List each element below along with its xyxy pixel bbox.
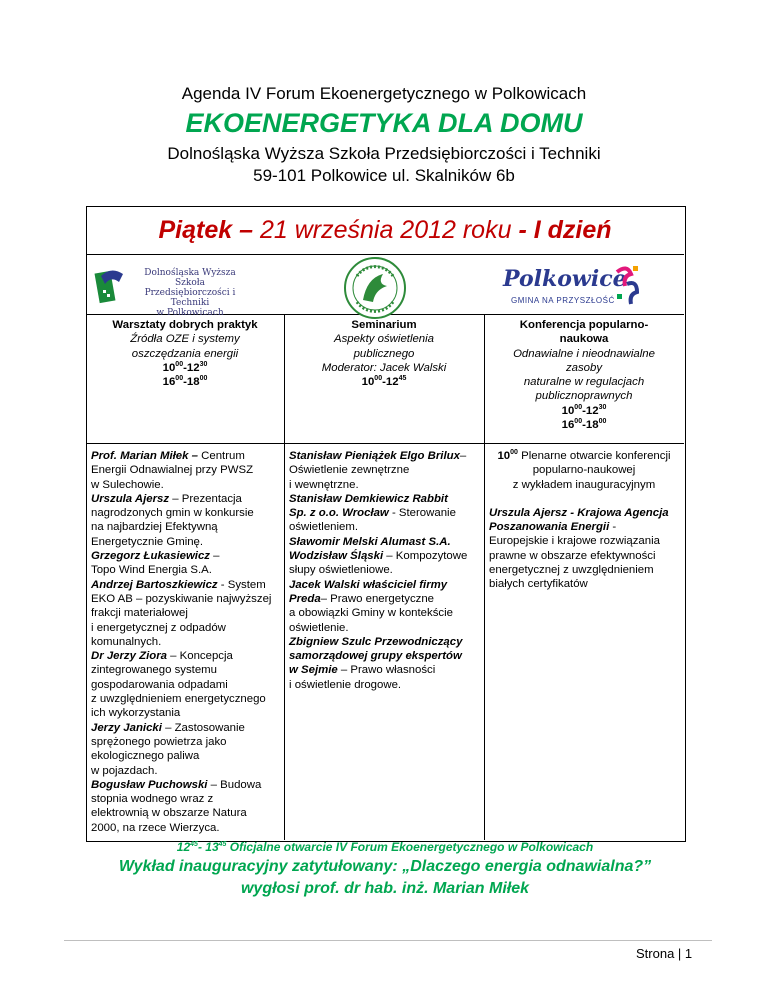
- speaker-entry: Bogusław Puchowski – Budowa stopnia wodnego wraz z elektrownią w obszarze Natura 2000, na rzece Wierzyca.: [91, 778, 262, 834]
- day-date: 21 września 2012 roku: [253, 216, 519, 244]
- agenda-heading: Agenda IV Forum Ekoenergetycznego w Polkowicach: [181, 84, 587, 103]
- workshops-time-1: $10^{00}-12^{30}$: [162, 360, 208, 374]
- workshops-subtitle-1: Źródła OZE i systemy: [130, 333, 240, 346]
- foundation-seal-icon: [343, 256, 407, 320]
- seminar-speakers: [289, 449, 481, 692]
- dwspit-line-2: Przedsiębiorczości i Techniki: [144, 288, 236, 308]
- column-divider-2: [484, 314, 485, 840]
- speaker-entry: Zbigniew Szulc Przewodniczący samorządowej grupy ekspertów w Sejmie – Prawo własności i oświetlenie drogowe.: [289, 635, 463, 691]
- dwspit-logo: [93, 262, 253, 318]
- column-divider-1: [284, 314, 285, 840]
- workshops-subtitle-2: oszczędzania energii: [131, 347, 239, 360]
- dwspit-line-1: Dolnośląska Wyższa Szkoła: [144, 268, 236, 288]
- plenary-opening: $10^{00}$ Plenarne otwarcie konferencji popularno-naukowej z wykładem inauguracyjnym: [497, 449, 671, 491]
- seminar-title: Seminarium: [351, 319, 417, 331]
- speaker-entry: Jerzy Janicki – Zastosowanie sprężonego powietrza jako ekologicznego paliwa w pojazdach.: [91, 721, 245, 777]
- speaker-entry: Dr Jerzy Ziora – Koncepcja zintegrowanego systemu gospodarowania odpadami z uwzględnieniem energetycznego ich wykorzystania: [91, 650, 266, 720]
- conference-subtitle-3: naturalne w regulacjach: [523, 376, 645, 389]
- polkowice-wordmark: Polkowice: [503, 266, 627, 292]
- page-number: Strona | 1: [636, 946, 693, 961]
- document-title: EKOENERGETYKA DLA DOMU: [185, 108, 583, 138]
- conference-program: [489, 449, 679, 592]
- row-divider-heads: [86, 443, 684, 444]
- day-number: - I dzień: [518, 216, 612, 244]
- conference-subtitle-1: Odnawialne i nieodnawialne: [513, 347, 655, 360]
- inaugural-lecture-speaker: wygłosi prof. dr hab. inż. Marian Miłek: [240, 880, 530, 897]
- conference-title-2: naukowa: [559, 333, 609, 346]
- seminar-header: [289, 318, 479, 389]
- speaker-entry: Andrzej Bartoszkiewicz - System EKO AB – pozyskiwanie najwyższej frakcji materiałowej i energetycznej z odpadów komunalnych.: [91, 578, 272, 648]
- speaker-entry: Urszula Ajersz – Prezentacja nagrodzonych gmin w konkursie na najbardziej Efektywną Energetycznie Gminę.: [91, 492, 254, 548]
- polkowice-logo: [503, 264, 643, 314]
- conference-title-1: Konferencja popularno-: [519, 319, 649, 331]
- speaker-entry: Stanisław Demkiewicz Rabbit Sp. z o.o. Wrocław - Sterowanie oświetleniem.: [289, 492, 456, 534]
- conference-time-1: $10^{00}-12^{30}$: [561, 403, 607, 417]
- conference-subtitle-2: zasoby: [565, 361, 603, 374]
- seminar-moderator: Moderator: Jacek Walski: [321, 361, 447, 374]
- polkowice-emblem-icon: [613, 264, 643, 308]
- venue-name: Dolnośląska Wyższa Szkoła Przedsiębiorczości i Techniki: [167, 144, 601, 163]
- day-name: Piątek –: [158, 216, 253, 244]
- speaker-entry: Stanisław Pieniążek Elgo Brilux– Oświetlenie zewnętrzne i wewnętrzne.: [289, 450, 467, 491]
- workshops-time-2: $16^{00}-18^{00}$: [162, 375, 208, 389]
- opening-ceremony: $12^{45}-$ $13^{45}$ Oficjalne otwarcie IV Forum Ekoenergetycznego w Polkowicach: [176, 840, 594, 854]
- seminar-subtitle-2: publicznego: [353, 347, 415, 360]
- speaker-entry: Prof. Marian Miłek – Centrum Energii Odnawialnej przy PWSZ w Sulechowie.: [91, 450, 254, 491]
- conference-header: [489, 318, 679, 432]
- venue-address: 59-101 Polkowice ul. Skalników 6b: [253, 166, 515, 185]
- workshops-header: [91, 318, 279, 389]
- dwspit-emblem-icon: [93, 262, 129, 308]
- dwspit-line-3: w Polkowicach: [156, 308, 224, 318]
- seminar-time: $10^{00}-12^{45}$: [361, 375, 407, 389]
- day-heading: [86, 206, 684, 255]
- speaker-entry: Urszula Ajersz - Krajowa Agencja Poszanowania Energii - Europejskie i krajowe rozwiązania prawne w obszarze efektywności energetycznej z uwzględnieniem białych certyfikatów: [489, 506, 669, 591]
- conference-subtitle-4: publicznoprawnych: [535, 390, 633, 403]
- speaker-entry: Sławomir Melski Alumast S.A. Wodzisław Śląski – Kompozytowe słupy oświetleniowe.: [289, 535, 468, 577]
- footer-divider: [64, 940, 712, 941]
- conference-time-2: $16^{00}-18^{00}$: [561, 418, 607, 432]
- workshops-title: Warsztaty dobrych praktyk: [112, 319, 258, 331]
- speaker-entry: Jacek Walski właściciel firmy Preda– Prawo energetyczne a obowiązki Gminy w kontekście oświetlenie.: [289, 578, 453, 634]
- inaugural-lecture-title: Wykład inauguracyjny zatytułowany: „Dlaczego energia odnawialna?”: [118, 858, 652, 875]
- speaker-entry: Grzegorz Łukasiewicz – Topo Wind Energia S.A.: [91, 550, 220, 577]
- polkowice-tagline: GMINA NA PRZYSZŁOŚĆ: [511, 296, 615, 305]
- workshops-speakers: [91, 449, 279, 835]
- seminar-subtitle-1: Aspekty oświetlenia: [333, 333, 435, 346]
